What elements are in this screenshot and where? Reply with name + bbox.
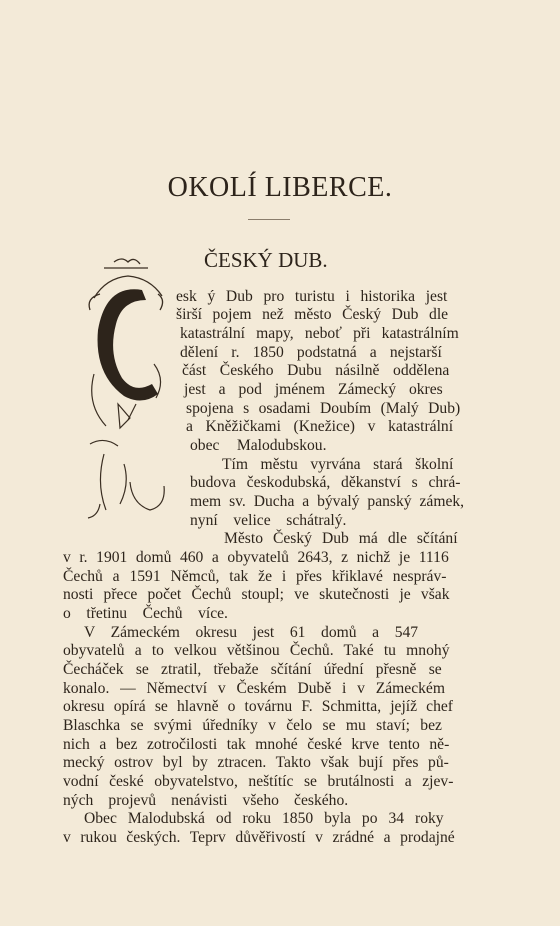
section-heading: ČESKÝ DUB. bbox=[204, 248, 328, 272]
text-line: Obec Malodubská od roku 1850 byla po 34 roky bbox=[84, 810, 444, 827]
text-line: o třetinu Čechů více. bbox=[63, 605, 228, 622]
text-line: Město Český Dub má dle sčítání bbox=[224, 530, 458, 547]
text-line: jest a pod jménem Zámecký okres bbox=[184, 381, 443, 398]
text-line: obyvatelů a to velkou většinou Čechů. Také tu mnohý bbox=[63, 642, 450, 659]
text-line: v r. 1901 domů 460 a obyvatelů 2643, z nichž je 1116 bbox=[63, 549, 449, 566]
text-line: v rukou českých. Teprv důvěřivostí v zrádné a prodajné bbox=[63, 829, 455, 846]
text-line: dělení r. 1850 podstatná a nejstarší bbox=[180, 344, 442, 361]
text-line: vodní české obyvatelstvo, neštítíc se brutálnosti a zjev- bbox=[63, 773, 454, 790]
text-line: část Českého Dubu násilně oddělena bbox=[182, 362, 450, 379]
page-title: OKOLÍ LIBERCE. bbox=[167, 172, 393, 203]
text-line: Čechů a 1591 Němců, tak že i přes křiklavé nespráv- bbox=[63, 568, 447, 585]
text-line: budova českodubská, děkanství s chrá- bbox=[190, 474, 461, 491]
text-line: Blaschka se svými úředníky v čelo se mu staví; bez bbox=[63, 717, 442, 734]
text-line: spojena s osadami Doubím (Malý Dub) bbox=[186, 400, 461, 417]
text-line: katastrální mapy, neboť při katastrálním bbox=[180, 325, 459, 342]
text-line: mem sv. Ducha a bývalý panský zámek, bbox=[190, 493, 465, 510]
text-line: Čecháček se ztratil, třebaže sčítání úřední přesně se bbox=[63, 661, 442, 678]
text-line: esk ý Dub pro turistu i historika jest bbox=[176, 288, 448, 305]
text-line: ných projevů nenávisti všeho českého. bbox=[63, 792, 349, 809]
text-line: širší pojem než město Český Dub dle bbox=[176, 306, 449, 323]
title-divider bbox=[248, 219, 290, 220]
text-line: Tím městu vyrvána stará školní bbox=[222, 456, 454, 473]
text-line: mecký ostrov byl by ztracen. Takto však bují přes pů- bbox=[63, 754, 449, 771]
ornamental-letter-C-icon bbox=[84, 254, 168, 530]
text-line: nyní velice schátralý. bbox=[190, 512, 347, 529]
text-line: okresu opírá se hlavně o továrnu F. Schmitta, jejíž chef bbox=[63, 698, 454, 715]
text-line: a Kněžičkami (Knežice) v katastrální bbox=[186, 418, 454, 435]
text-line: konalo. — Němectví v Českém Dubě i v Zámeckém bbox=[63, 680, 445, 697]
text-line: nich a bez zotročilosti tak mnohé české krve tento ně- bbox=[63, 736, 450, 753]
text-line: obec Malodubskou. bbox=[190, 437, 327, 454]
text-line: nosti přece počet Čechů stoupl; ve skutečnosti je však bbox=[63, 586, 450, 603]
text-line: V Zámeckém okresu jest 61 domů a 547 bbox=[84, 624, 419, 641]
